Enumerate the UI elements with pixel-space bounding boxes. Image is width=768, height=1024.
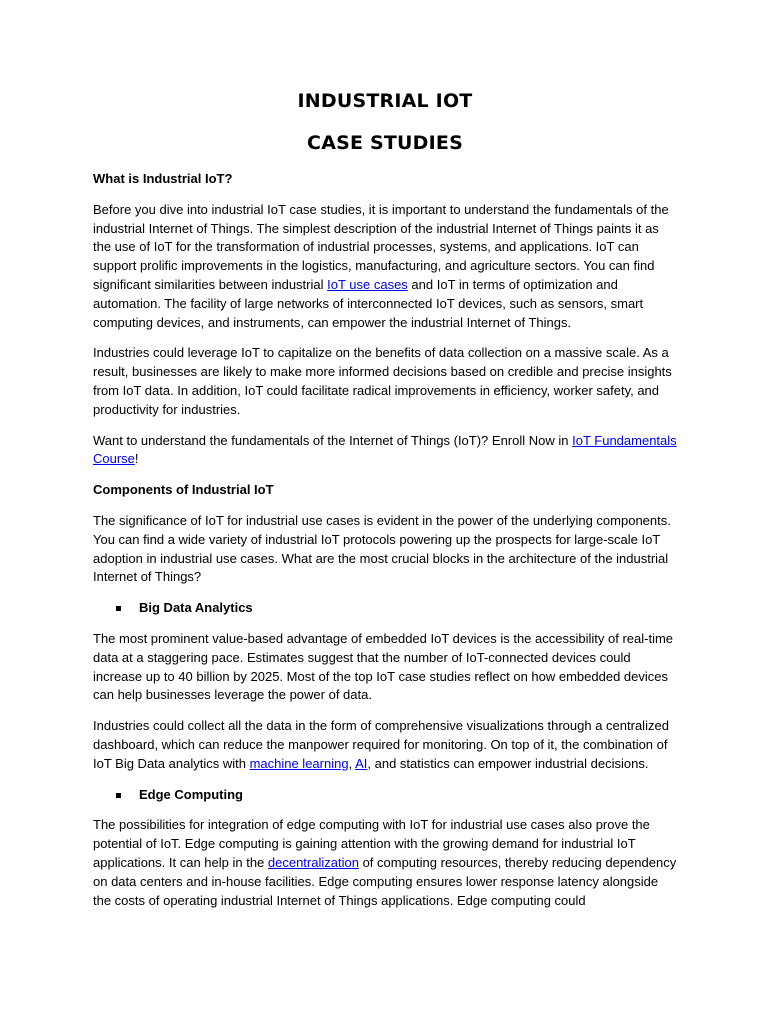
link-ai[interactable]: AI xyxy=(355,755,368,771)
link-iot-use-cases[interactable]: IoT use cases xyxy=(327,276,408,292)
bullet-big-data-analytics xyxy=(93,599,677,618)
text: Want to understand the fundamentals of the Internet of Things (IoT)? Enroll Now in xyxy=(93,432,573,448)
paragraph-big-data-1: The most prominent value-based advantage of embedded IoT devices is the accessibility of real-time data at a staggering pace. Estimates suggest that the number of IoT-connected devices could increase up to 40 billion by 2025. Most of the top IoT case studies reflect on how embedded devices can help businesses leverage the power of data. xyxy=(93,630,674,703)
paragraph-benefits: Industries could leverage IoT to capitalize on the benefits of data collection on a massive scale. As a result, businesses are likely to make more informed decisions based on credible and precise insights from IoT data. In addition, IoT could facilitate radical improvements in efficiency, worker safety, and productivity for industries. xyxy=(93,345,672,417)
text: of computing resources, thereby reducing dependency on data centers and in-house facilities. Edge computing ensures lower response latency alongside the costs of operating industrial Internet of Things applications. Edge computing could xyxy=(93,854,677,908)
text: and IoT in terms of optimization and automation. The facility of large networks of interconnected IoT devices, such as sensors, smart computing devices, and instruments, can empower the industrial Internet of Things. xyxy=(93,276,644,330)
text: The possibilities for integration of edge computing with IoT for industrial use cases also prove the potential of IoT. Edge computing is gaining attention with the growing demand for industrial IoT applications. It can help in the xyxy=(93,817,650,870)
link-decentralization[interactable]: decentralization xyxy=(267,854,359,870)
text: , xyxy=(348,755,356,771)
text: , and statistics can empower industrial decisions. xyxy=(367,755,649,771)
paragraph-components-intro: The significance of IoT for industrial use cases is evident in the power of the underlying components. You can find a wide variety of industrial IoT protocols powering up the prospects for large-scale IoT adoption in industrial use cases. What are the most crucial blocks in the architecture of the industrial Internet of Things? xyxy=(93,512,671,585)
bullet-edge-computing xyxy=(93,786,677,805)
bullet-label: Edge Computing xyxy=(139,786,243,802)
link-iot-fundamentals-course[interactable]: IoT Fundamentals Course xyxy=(93,432,677,467)
paragraph-edge-computing xyxy=(93,816,677,910)
section-heading-what-is-iiot: What is Industrial IoT? xyxy=(93,171,233,186)
paragraph-enroll xyxy=(93,432,677,470)
text: Industries could collect all the data in the form of comprehensive visualizations through a centralized dashboard, which can reduce the manpower required for monitoring. On top of it, the combination of IoT Big Data analytics with xyxy=(93,718,669,771)
page-title: INDUSTRIAL IOT xyxy=(297,90,473,112)
square-bullet-icon xyxy=(116,793,121,798)
page-subtitle: CASE STUDIES xyxy=(307,132,463,154)
bullet-label: Big Data Analytics xyxy=(139,600,253,616)
paragraph-intro xyxy=(93,201,677,333)
square-bullet-icon xyxy=(116,606,121,611)
text: ! xyxy=(134,451,139,467)
document-page xyxy=(93,88,677,922)
section-heading-components: Components of Industrial IoT xyxy=(93,482,274,498)
paragraph-big-data-2 xyxy=(93,717,677,773)
text: Before you dive into industrial IoT case studies, it is important to understand the fundamentals of the industrial Internet of Things. The simplest description of the industrial Internet of Things paints it as the use of IoT for the transformation of industrial processes, systems, and applications. IoT can support prolific improvements in the logistics, manufacturing, and agriculture sectors. You can find significant similarities between industrial xyxy=(93,201,669,292)
link-machine-learning[interactable]: machine learning xyxy=(249,755,349,771)
